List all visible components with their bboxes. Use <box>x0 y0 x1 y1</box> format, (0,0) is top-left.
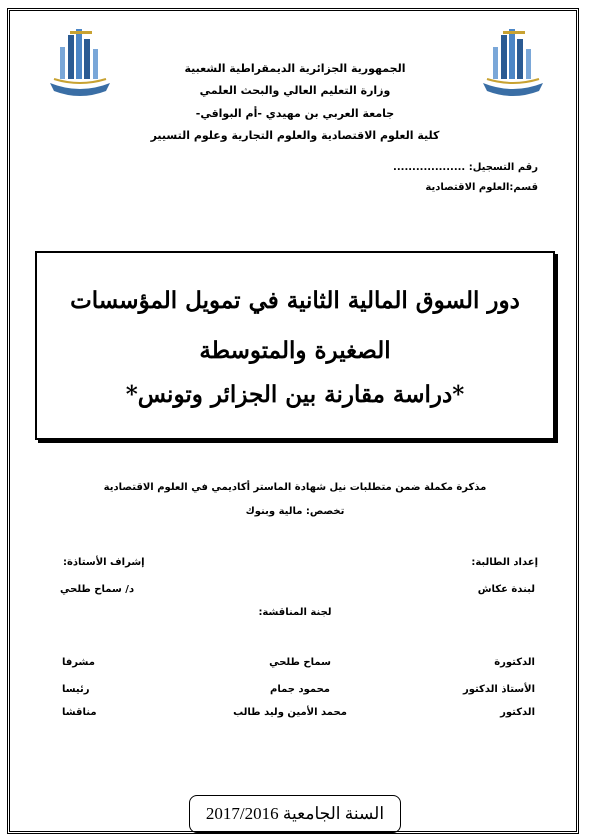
academic-year-box: السنة الجامعية 2017/2016 <box>189 795 401 833</box>
thesis-title-line-2: الصغيرة والمتوسطة <box>199 337 391 364</box>
university-name: جامعة العربي بن مهيدي -أم البواقي- <box>195 107 395 120</box>
memo-purpose: مذكرة مكملة ضمن متطلبات نيل شهادة الماستر أكاديمي في العلوم الاقتصادية <box>103 482 487 493</box>
committee-member-2-title: الأستاذ الدكتور <box>462 684 535 695</box>
committee-member-1-role: مشرفا <box>62 657 95 668</box>
faculty-name: كلية العلوم الاقتصادية والعلوم التجارية وعلوم التسيير <box>150 129 440 142</box>
registration-number: رقم التسجيل: ................... <box>393 162 538 173</box>
committee-member-1-title: الدكتورة <box>494 657 535 668</box>
republic-name: الجمهورية الجزائرية الديمقراطية الشعبية <box>184 62 406 75</box>
committee-member-2-name: محمود جمام <box>270 684 330 695</box>
committee-member-3-role: مناقشا <box>62 707 97 718</box>
committee-member-3-title: الدكتور <box>500 707 535 718</box>
student-name: لبندة عكاش <box>477 584 535 595</box>
committee-member-1-name: سماح طلحي <box>269 657 331 668</box>
committee-member-2-role: رئيسا <box>62 684 90 695</box>
committee-member-3-name: محمد الأمين وليد طالب <box>233 707 347 718</box>
committee-heading: لجنة المناقشة: <box>258 607 332 618</box>
supervisor-label: إشراف الأستاذة: <box>63 557 145 568</box>
student-label: إعداد الطالبة: <box>471 557 538 568</box>
thesis-title-line-1: دور السوق المالية الثانية في تمويل المؤسسات <box>70 287 520 314</box>
supervisor-name: د/ سماح طلحي <box>60 584 135 595</box>
memo-specialty: تخصص: مالية وبنوك <box>245 506 345 517</box>
thesis-title-box <box>35 251 555 440</box>
department-name: قسم:العلوم الاقتصادية <box>425 182 538 193</box>
ministry-name: وزارة التعليم العالي والبحث العلمي <box>199 84 391 97</box>
thesis-title-line-3: *دراسة مقارنة بين الجزائر وتونس* <box>125 381 465 408</box>
